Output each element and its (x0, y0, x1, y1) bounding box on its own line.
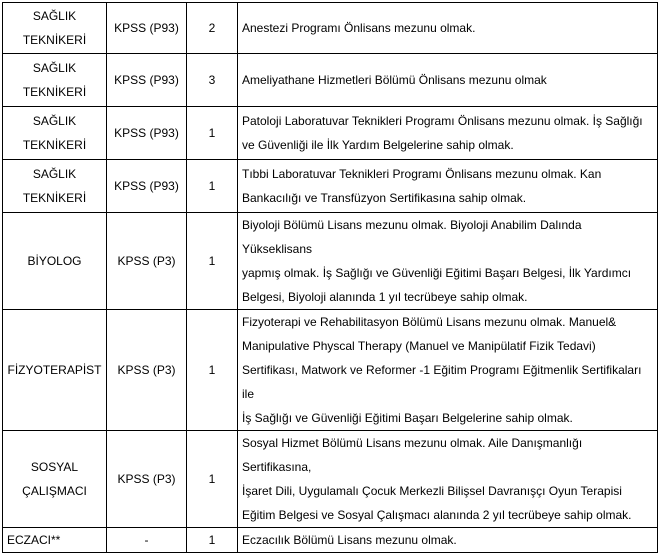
position-title-cell: SAĞLIK TEKNİKERİ (3, 160, 107, 213)
requirement-cell: Biyoloji Bölümü Lisans mezunu olmak. Biyoloji Anabilim Dalında Yükseklisans yapmış olmak. İş Sağlığı ve Güvenliği Eğitimi Başarı Belgesi, İlk Yardımcı Belgesi, Biyoloji alanında 1 yıl tecrübeye sahip olmak. (238, 213, 658, 310)
requirement-cell: Eczacılık Bölümü Lisans mezunu olmak. (238, 528, 658, 553)
requirement-cell: Ameliyathane Hizmetleri Bölümü Önlisans mezunu olmak (238, 54, 658, 107)
position-title-cell: BİYOLOG (3, 213, 107, 310)
count-cell: 2 (187, 3, 238, 54)
count-cell: 1 (187, 160, 238, 213)
count-cell: 1 (187, 107, 238, 160)
position-title-cell: SOSYAL ÇALIŞMACI (3, 431, 107, 528)
requirement-cell: Fizyoterapi ve Rehabilitasyon Bölümü Lisans mezunu olmak. Manuel& Manipulative Physcal Therapy (Manuel ve Manipülatif Fizik Tedavi) Sertifikası, Matwork ve Reformer -1 Eğitim Programı Eğitmenlik Sertifikaları ile İş Sağlığı ve Güvenliği Eğitimi Başarı Belgelerine sahip olmak. (238, 310, 658, 431)
kpss-cell: KPSS (P3) (107, 310, 187, 431)
kpss-cell: KPSS (P93) (107, 54, 187, 107)
table-row (3, 528, 658, 553)
count-cell: 1 (187, 213, 238, 310)
requirement-cell: Sosyal Hizmet Bölümü Lisans mezunu olmak. Aile Danışmanlığı Sertifikasına, İşaret Dili, Uygulamalı Çocuk Merkezli Bilişsel Davranışçı Oyun Terapisi Eğitim Belgesi ve Sosyal Çalışmacı alanında 2 yıl tecrübeye sahip olmak. (238, 431, 658, 528)
count-cell: 1 (187, 528, 238, 553)
kpss-cell: KPSS (P93) (107, 107, 187, 160)
count-cell: 3 (187, 54, 238, 107)
table-row (3, 160, 658, 213)
positions-table (2, 2, 658, 553)
positions-table-body (3, 3, 658, 553)
table-row (3, 54, 658, 107)
kpss-cell: KPSS (P3) (107, 213, 187, 310)
position-title-cell: FİZYOTERAPİST (3, 310, 107, 431)
kpss-cell: KPSS (P3) (107, 431, 187, 528)
count-cell: 1 (187, 431, 238, 528)
requirement-cell: Tıbbi Laboratuvar Teknikleri Programı Önlisans mezunu olmak. Kan Bankacılığı ve Transfüzyon Sertifikasına sahip olmak. (238, 160, 658, 213)
table-row (3, 213, 658, 310)
kpss-cell: - (107, 528, 187, 553)
kpss-cell: KPSS (P93) (107, 160, 187, 213)
requirement-cell: Anestezi Programı Önlisans mezunu olmak. (238, 3, 658, 54)
position-title-cell: ECZACI** (3, 528, 107, 553)
requirement-cell: Patoloji Laboratuvar Teknikleri Programı Önlisans mezunu olmak. İş Sağlığı ve Güvenliği ile İlk Yardım Belgelerine sahip olmak. (238, 107, 658, 160)
table-row (3, 107, 658, 160)
table-row (3, 3, 658, 54)
position-title-cell: SAĞLIK TEKNİKERİ (3, 3, 107, 54)
count-cell: 1 (187, 310, 238, 431)
position-title-cell: SAĞLIK TEKNİKERİ (3, 107, 107, 160)
kpss-cell: KPSS (P93) (107, 3, 187, 54)
position-title-cell: SAĞLIK TEKNİKERİ (3, 54, 107, 107)
table-row (3, 310, 658, 431)
table-row (3, 431, 658, 528)
